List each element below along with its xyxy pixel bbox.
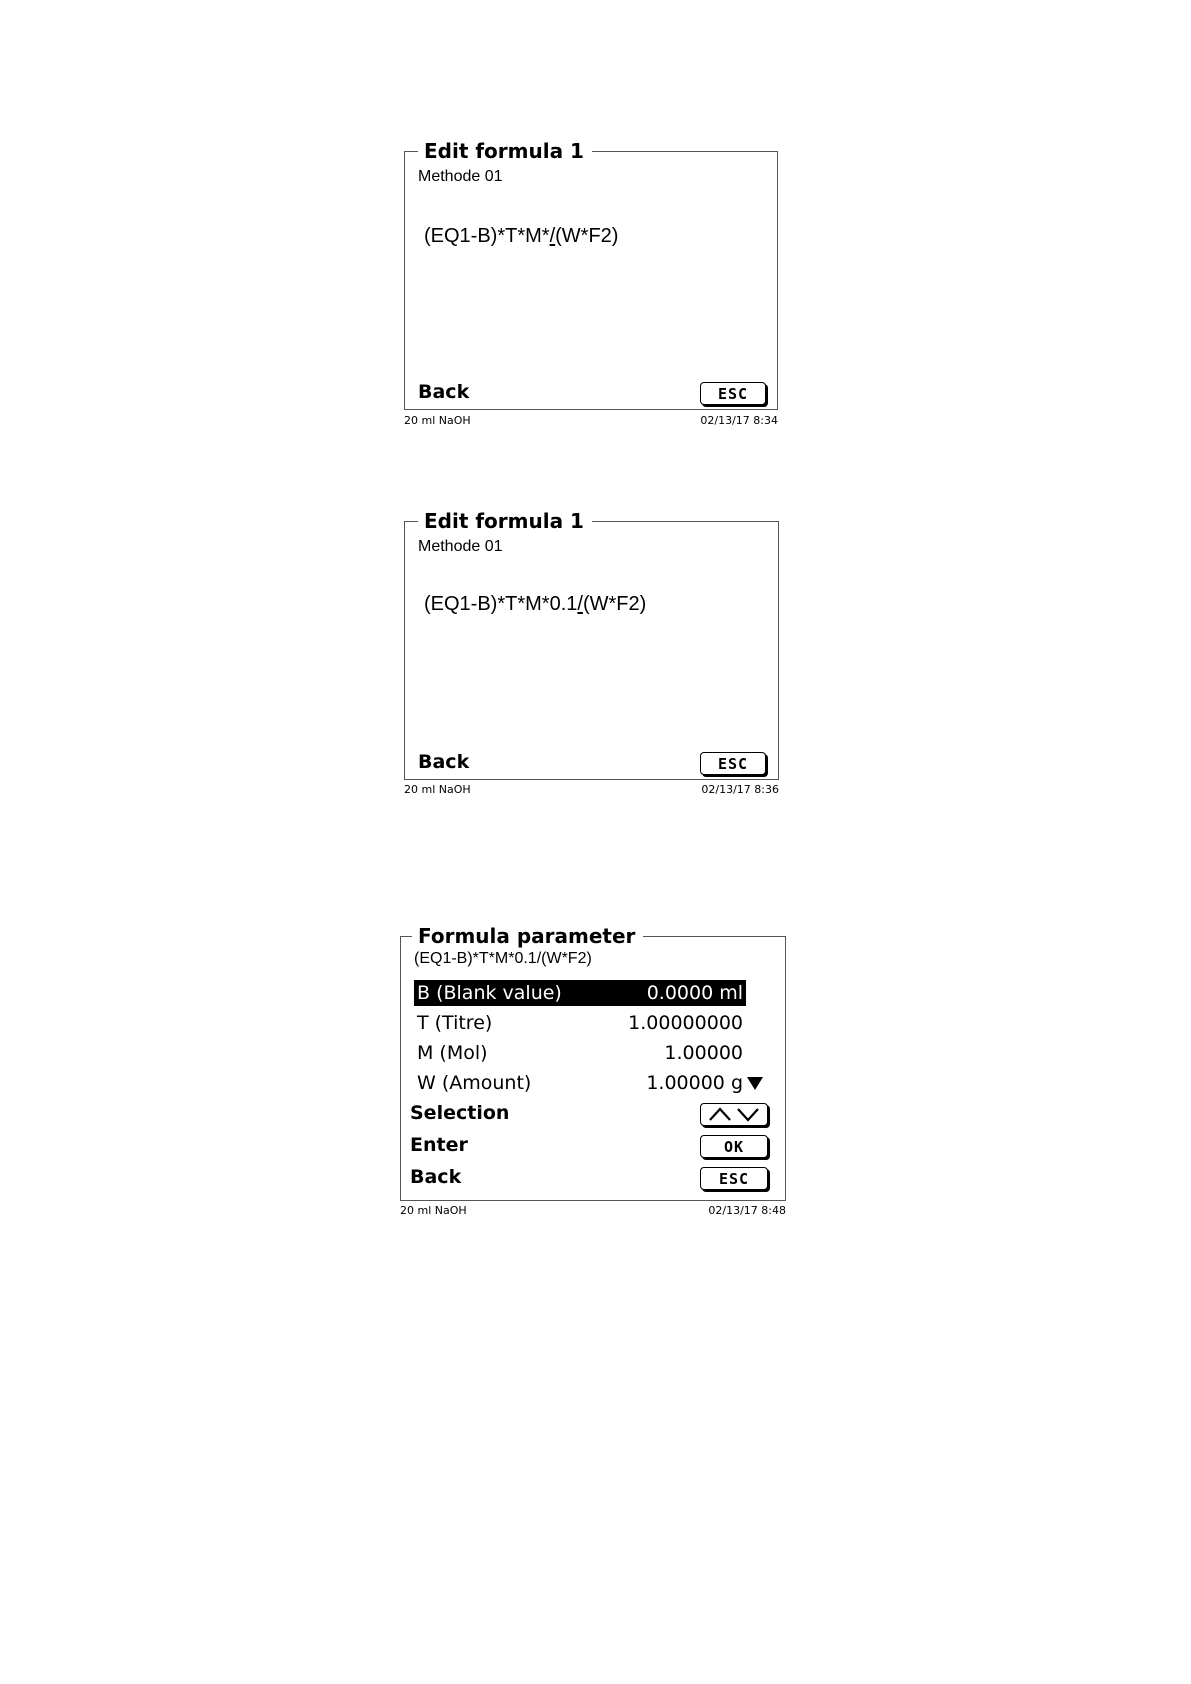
param-name: W (Amount): [417, 1072, 532, 1094]
esc-button[interactable]: ESC: [700, 1167, 768, 1190]
screen-frame: [404, 151, 778, 410]
screen-title: Edit formula 1: [418, 140, 592, 162]
esc-button[interactable]: ESC: [700, 382, 766, 405]
selection-label: Selection: [410, 1102, 510, 1124]
enter-label: Enter: [410, 1134, 468, 1156]
edit-formula-screen-1: [404, 140, 784, 432]
param-row-titre[interactable]: [414, 1010, 746, 1036]
param-value: 1.00000 g: [646, 1072, 743, 1094]
status-datetime: 02/13/17 8:36: [701, 783, 779, 796]
formula-cursor: /: [577, 593, 583, 615]
formula-text-after: (W*F2): [582, 593, 647, 615]
status-reagent: 20 ml NaOH: [404, 414, 471, 427]
triangle-down-icon: [747, 1077, 763, 1090]
param-value: 1.00000: [664, 1042, 743, 1064]
back-label: Back: [418, 751, 470, 773]
screen-title: Formula parameter: [412, 925, 643, 947]
ok-button[interactable]: OK: [700, 1135, 768, 1158]
param-row-amount[interactable]: [414, 1070, 766, 1096]
formula-subtitle: (EQ1-B)*T*M*0.1/(W*F2): [414, 950, 592, 967]
esc-button[interactable]: ESC: [700, 752, 766, 775]
back-label: Back: [418, 381, 470, 403]
screen-frame: [404, 521, 779, 780]
formula-text-after: (W*F2): [555, 225, 619, 247]
param-row-mol[interactable]: [414, 1040, 746, 1066]
screen-frame: [400, 936, 786, 1201]
status-reagent: 20 ml NaOH: [404, 783, 471, 796]
formula-text-before: (EQ1-B)*T*M*: [424, 225, 550, 247]
edit-formula-screen-2: [404, 510, 784, 802]
param-name: M (Mol): [417, 1042, 488, 1064]
formula-parameter-screen: [400, 925, 790, 1217]
status-reagent: 20 ml NaOH: [400, 1204, 467, 1217]
status-datetime: 02/13/17 8:34: [700, 414, 778, 427]
formula-input[interactable]: [424, 225, 618, 247]
back-label: Back: [410, 1166, 462, 1188]
method-name: Methode 01: [418, 168, 503, 185]
up-down-arrows-button[interactable]: [700, 1103, 768, 1126]
param-name: T (Titre): [417, 1012, 493, 1034]
param-value-with-more: [646, 1070, 763, 1096]
param-name: B (Blank value): [417, 982, 562, 1004]
param-row-blank-value[interactable]: [414, 980, 746, 1006]
up-down-arrows-icon: [706, 1106, 762, 1123]
status-datetime: 02/13/17 8:48: [708, 1204, 786, 1217]
formula-text-before: (EQ1-B)*T*M*0.1: [424, 593, 578, 615]
formula-input[interactable]: [424, 593, 646, 615]
method-name: Methode 01: [418, 538, 503, 555]
formula-cursor: /: [549, 225, 556, 247]
screen-title: Edit formula 1: [418, 510, 592, 532]
param-value: 1.00000000: [628, 1012, 743, 1034]
param-value: 0.0000 ml: [646, 982, 743, 1004]
